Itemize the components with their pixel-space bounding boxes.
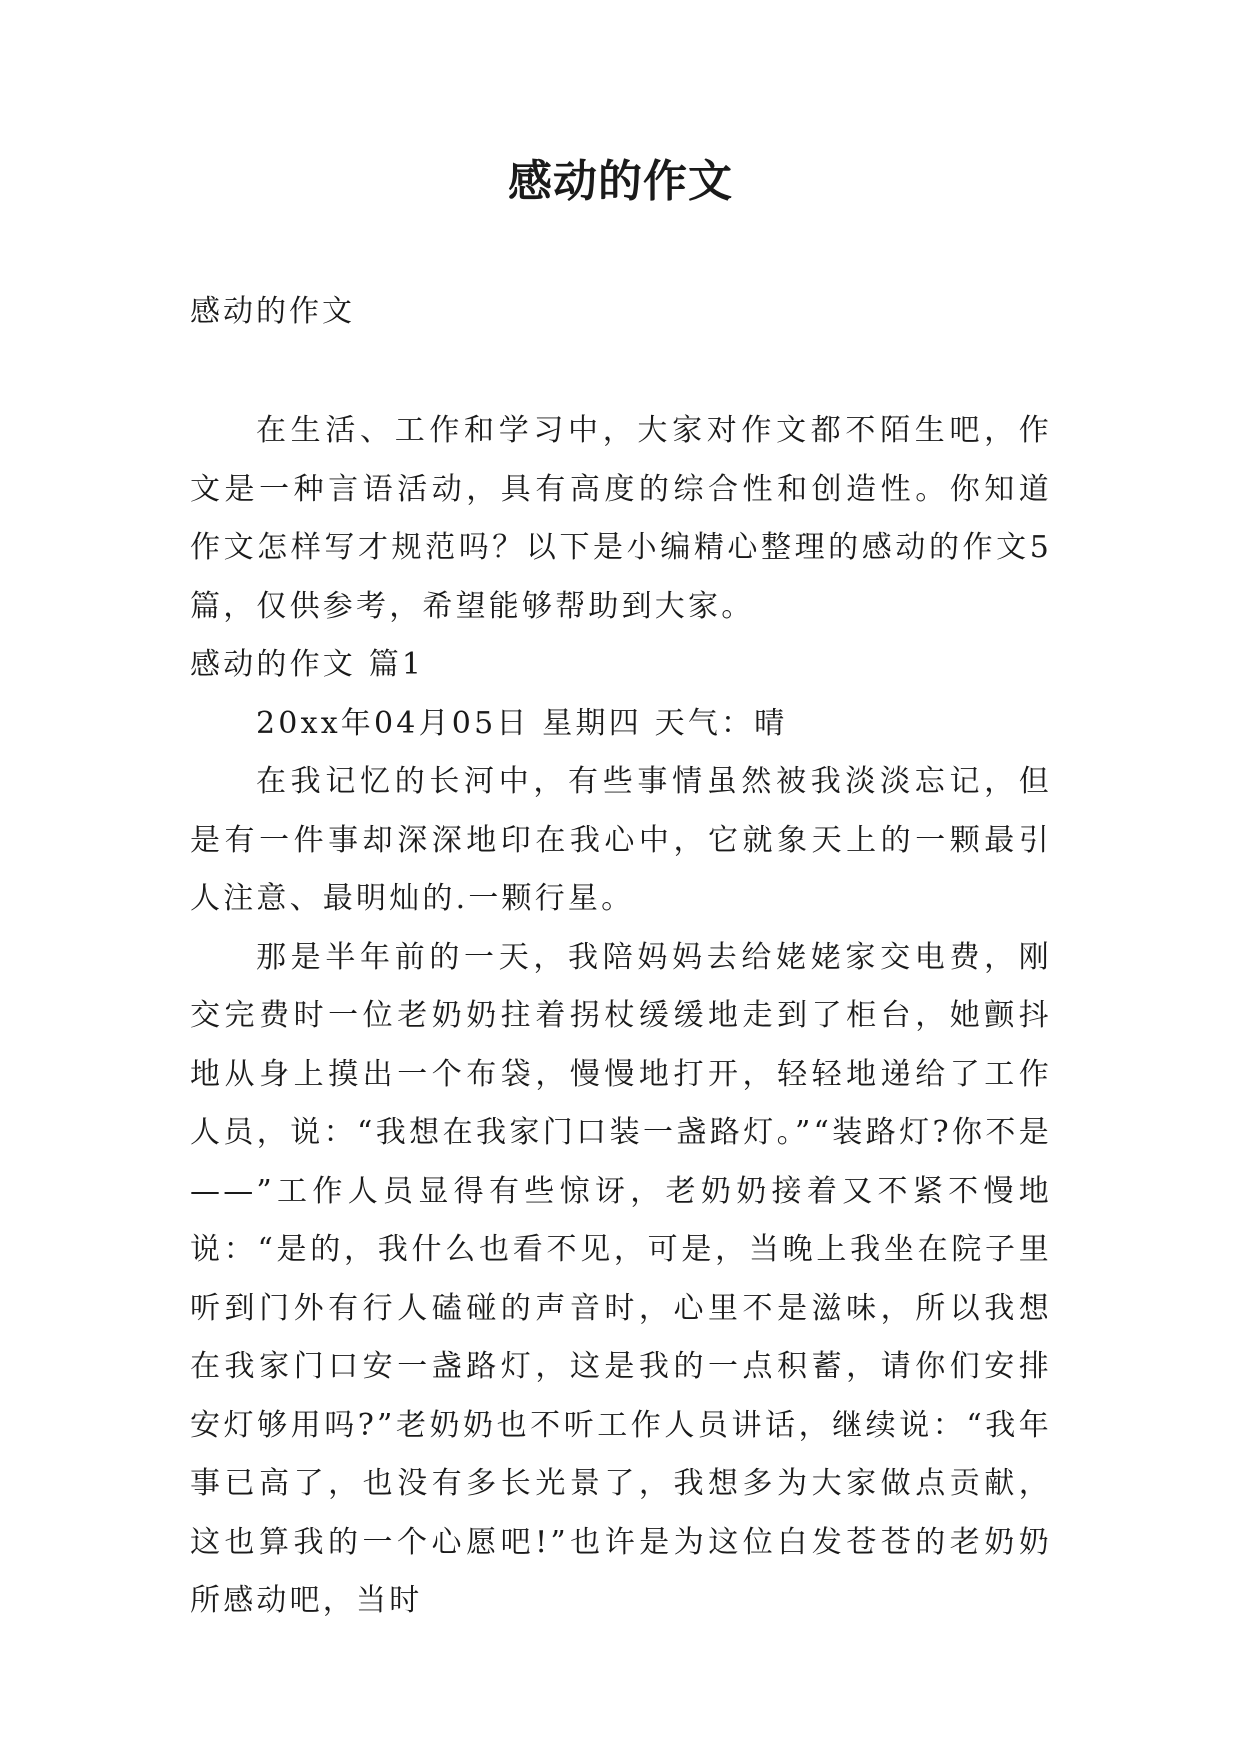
section-heading: 感动的作文 篇1: [190, 647, 425, 682]
document-body: [190, 402, 1052, 1631]
document-title: 感动的作文: [508, 156, 733, 207]
document-subtitle: 感动的作文: [190, 294, 355, 329]
intro-paragraph: 在生活、工作和学习中，大家对作文都不陌生吧，作文是一种言语活动，具有高度的综合性和创造性。你知道作文怎样写才规范吗？以下是小编精心整理的感动的作文5篇，仅供参考，希望能够帮助到大家。: [190, 413, 1052, 624]
body-paragraph: 在我记忆的长河中，有些事情虽然被我淡淡忘记，但是有一件事却深深地印在我心中，它就象天上的一颗最引人注意、最明灿的.一颗行星。: [190, 764, 1052, 916]
body-paragraph: 那是半年前的一天，我陪妈妈去给姥姥家交电费，刚交完费时一位老奶奶拄着拐杖缓缓地走到了柜台，她颤抖地从身上摸出一个布袋，慢慢地打开，轻轻地递给了工作人员，说：“我想在我家门口装一盏路灯。”“装路灯?你不是——”工作人员显得有些惊讶，老奶奶接着又不紧不慢地说：“是的，我什么也看不见，可是，当晚上我坐在院子里听到门外有行人磕碰的声音时，心里不是滋味，所以我想在我家门口安一盏路灯，这是我的一点积蓄，请你们安排安灯够用吗?”老奶奶也不听工作人员讲话，继续说：“我年事已高了，也没有多长光景了，我想多为大家做点贡献，这也算我的一个心愿吧!”也许是为这位白发苍苍的老奶奶所感动吧，当时: [190, 939, 1052, 1618]
diary-date-line: 20xx年04月05日 星期四 天气：晴: [256, 705, 788, 741]
